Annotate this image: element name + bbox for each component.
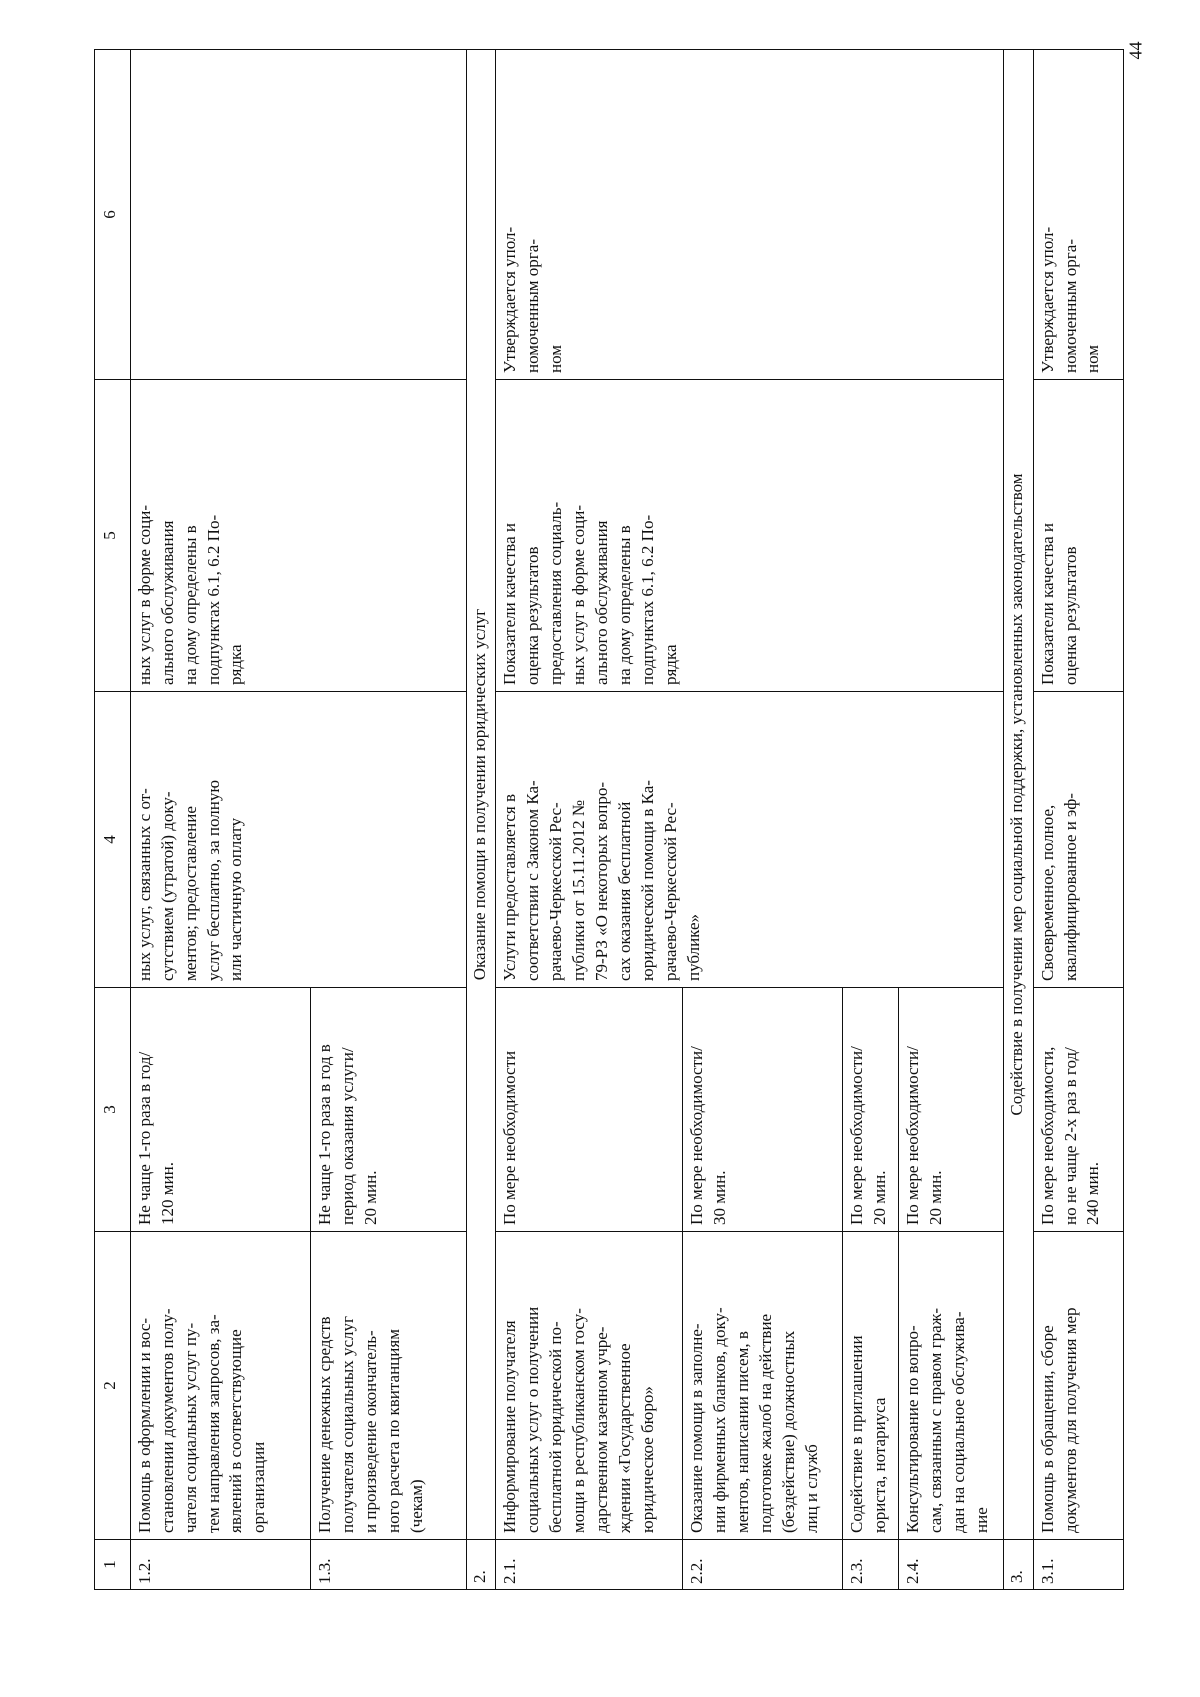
service-name: Оказание помощи в заполне- нии фирменных бланков, доку- ментов, написании писем, в подготовке жалоб на действие (бездействие) должностных лиц и служб xyxy=(682,1232,842,1540)
row-number: 2.3. xyxy=(842,1540,899,1590)
section-number: 2. xyxy=(466,1540,495,1590)
service-frequency: Не чаще 1-го раза в год в период оказания услуги/ 20 мин. xyxy=(311,988,466,1232)
section-title: Оказание помощи в получении юридических услуг xyxy=(466,50,495,1540)
service-name: Получение денежных средств получателя социальных услуг и произведение окончатель- ного расчета по квитанциям (чекам) xyxy=(311,1232,466,1540)
page-number: 44 xyxy=(1125,41,1146,60)
service-frequency: По мере необходимости/ 20 мин. xyxy=(899,988,1004,1232)
service-name: Информирование получателя социальных услуг о получении бесплатной юридической по- мощи в республиканском госу- дарственном казенном учре- ждении «Государственное юридическое бюро» xyxy=(496,1232,683,1540)
row-number: 1.2. xyxy=(130,1540,311,1590)
header-cell: 1 xyxy=(95,1540,131,1590)
header-cell: 2 xyxy=(95,1232,131,1540)
table-row xyxy=(130,50,311,1590)
row-number: 1.3. xyxy=(311,1540,466,1590)
rotated-table-container xyxy=(94,50,1124,1590)
service-name: Консультирование по вопро- сам, связанным с правом граж- дан на социальное обслужива- ние xyxy=(899,1232,1004,1540)
service-conditions: Услуги предоставляется в соответствии с Законом Ка- рачаево-Черкесской Рес- публики от 15.11.2012 № 79-РЗ «О некоторых вопро- сах оказания бесплатной юридической помощи в Ка- рачаево-Черкесской Рес- публике» xyxy=(496,692,1004,988)
service-frequency: По мере необходимости xyxy=(496,988,683,1232)
quality-indicators: ных услуг в форме соци- ального обслуживания на дому определены в подпунктах 6.1, 6.2 По- рядка xyxy=(130,380,466,692)
header-cell: 5 xyxy=(95,380,131,692)
approval-note: Утверждается упол- номоченным орга- ном xyxy=(1033,50,1123,380)
quality-indicators: Показатели качества и оценка результатов предоставления социаль- ных услуг в форме соци- ального обслуживания на дому определены в подпунктах 6.1, 6.2 По- рядка xyxy=(496,380,1004,692)
service-conditions: Своевременное, полное, квалифицированное и эф- xyxy=(1033,692,1123,988)
service-frequency: Не чаще 1-го раза в год/ 120 мин. xyxy=(130,988,311,1232)
row-number: 3.1. xyxy=(1033,1540,1123,1590)
header-cell: 4 xyxy=(95,692,131,988)
service-name: Помощь в обращении, сборе документов для получения мер xyxy=(1033,1232,1123,1540)
table-row xyxy=(1033,50,1123,1590)
quality-indicators: Показатели качества и оценка результатов xyxy=(1033,380,1123,692)
section-title: Содействие в получении мер социальной поддержки, установленных законодательством xyxy=(1004,50,1033,1540)
service-name: Помощь в оформлении и вос- становлении документов полу- чателя социальных услуг пу- тем направления запросов, за- явлений в соответствующие организации xyxy=(130,1232,311,1540)
row-number: 2.4. xyxy=(899,1540,1004,1590)
section-number: 3. xyxy=(1004,1540,1033,1590)
service-name: Содействие в приглашении юриста, нотариуса xyxy=(842,1232,899,1540)
header-cell: 6 xyxy=(95,50,131,380)
service-frequency: По мере необходимости/ 20 мин. xyxy=(842,988,899,1232)
row-number: 2.2. xyxy=(682,1540,842,1590)
header-row xyxy=(95,50,131,1590)
table-row xyxy=(496,50,683,1590)
service-frequency: По мере необходимости/ 30 мин. xyxy=(682,988,842,1232)
service-conditions: ных услуг, связанных с от- сутствием (утратой) доку- ментов; предоставление услуг бесплатно, за полную или частичную оплату xyxy=(130,692,466,988)
header-cell: 3 xyxy=(95,988,131,1232)
approval-note: Утверждается упол- номоченным орга- ном xyxy=(496,50,1004,380)
services-table xyxy=(94,49,1124,1590)
row-number: 2.1. xyxy=(496,1540,683,1590)
section-row xyxy=(1004,50,1033,1590)
service-frequency: По мере необходимости, но не чаще 2-х раз в год/ 240 мин. xyxy=(1033,988,1123,1232)
section-row xyxy=(466,50,495,1590)
approval-note xyxy=(130,50,466,380)
